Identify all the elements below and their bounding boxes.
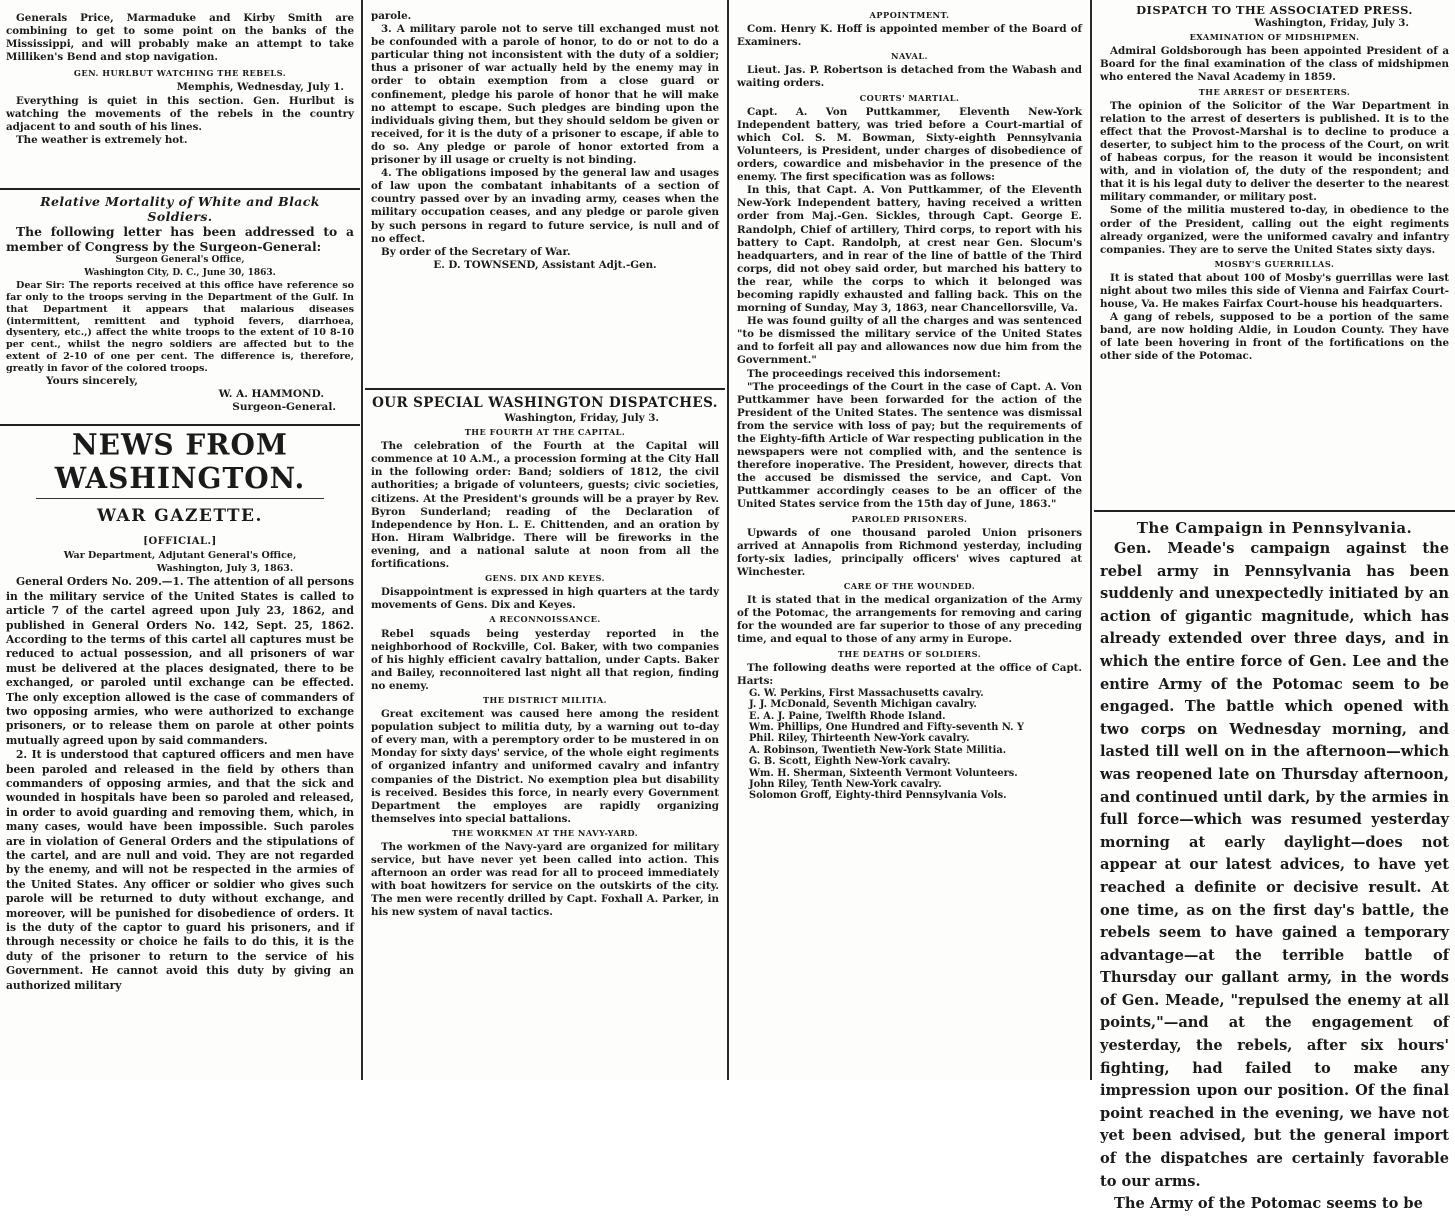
subheading: EXAMINATION OF MIDSHIPMEN. — [1189, 32, 1360, 43]
article-heading: The Campaign in Pennsylvania. — [1136, 519, 1413, 537]
subheading: CARE OF THE WOUNDED. — [843, 581, 976, 592]
column-rule — [727, 0, 729, 1080]
list-item: John Riley, Tenth New-York cavalry. — [749, 779, 942, 791]
paragraph: parole. — [371, 10, 412, 22]
subheading: THE WORKMEN AT THE NAVY-YARD. — [451, 827, 639, 838]
paragraph: The weather is extremely hot. — [16, 133, 188, 146]
subheading: THE FOURTH AT THE CAPITAL. — [464, 427, 626, 438]
paragraph: "The proceedings of the Court in the case of Capt. A. Von Puttkammer have been forwarded for the action of the President of the United States. The sentence was dismissal from the service with loss of pay; but the requirements of the Eighty-fifth Article of War respecting publication in the newspapers were not complied with, and the sentence is therefore inoperative. The President, however, directs that the accused be dismissed the service, and Capt. Von Puttkammer accordingly ceases to be an officer of the United States service from the 15th day of June, 1863." — [737, 380, 1082, 511]
gazette-title: WAR GAZETTE. — [97, 506, 263, 526]
divider — [36, 498, 324, 499]
paragraph: Disappointment is expressed in high quarters at the tardy movements of Gens. Dix and Keyes. — [371, 586, 719, 612]
divider — [0, 188, 360, 190]
paragraph: Great excitement was caused here among the resident population subject to militia duty, by a warning out to-day of every man, with a peremptory order to be mustered in on Monday for sixty days' service, of the whole eight regiments of organized infantry and uniformed cavalry and infantry companies of the District. No exemption plea but disability is received. Besides this force, in nearly every Government Department the employes are rapidly organizing themselves into special battalions. — [371, 708, 719, 825]
letter-dateline: Washington City, D. C., June 30, 1863. — [84, 268, 276, 279]
section-masthead: NEWS FROM WASHINGTON. — [54, 427, 306, 496]
subheading: THE DEATHS OF SOLDIERS. — [837, 648, 982, 659]
paragraph: Lieut. Jas. P. Robertson is detached from the Wabash and waiting orders. — [737, 64, 1082, 90]
paragraph: Everything is quiet in this section. Gen. Hurlbut is watching the movements of the rebels in the country adjacent to and south of his lines. — [6, 94, 354, 133]
subheading: GEN. HURLBUT WATCHING THE REBELS. — [73, 68, 287, 79]
paragraph: Generals Price, Marmaduke and Kirby Smith are combining to get to some point on the banks of the Mississippi, and will probably make an attempt to take Milliken's Bend and stop navigation. — [6, 12, 354, 64]
order-line: By order of the Secretary of War. — [381, 245, 571, 258]
associated-press-dispatch — [1094, 4, 1455, 504]
subheading: THE DISTRICT MILITIA. — [482, 694, 608, 705]
article-heading: Relative Mortality of White and Black Soldiers. — [40, 194, 320, 224]
column-3 — [731, 0, 1088, 1080]
list-item: G. B. Scott, Eighth New-York cavalry. — [749, 756, 951, 768]
paragraph: In this, that Capt. A. Von Puttkammer, of the Eleventh New-York Independent battery, having received a written order from Maj.-Gen. Sickles, through Capt. George E. Randolph, Chief of artillery, Third corps, to report with his battery to Capt. Randolph, at crest near Gen. Slocum's headquarters, and in rear of the line of battle of the Third corps, did not obey said order, but marched his battery to the rear, while the corps to which it belonged was becoming rapidly exhausted and falling back. This on the morning of Sunday, May 3, 1863, near Chancellorsville, Va. — [737, 184, 1082, 315]
column-4 — [1094, 0, 1455, 1213]
paragraph: The following letter has been addressed to a member of Congress by the Surgeon-General: — [6, 224, 354, 254]
paragraph: The following deaths were reported at the office of Capt. Harts: — [737, 661, 1082, 687]
letter-signer: W. A. HAMMOND. — [218, 387, 324, 400]
general-orders-para-2: 2. It is understood that captured officers and men have been paroled and released in the field by others than commanders of opposing armies, and that the sick and wounded in hospitals have been so paroled and released, in order to avoid guarding and removing them, which, in many cases, would have been impossible. Such paroles are in violation of General Orders and the stipulations of the cartel, and are null and void. They are not regarded by the enemy, and will not be respected in the armies of the United States. Any officer or soldier who gives such parole will be returned to duty without exchange, and moreover, will be punished for disobedience of orders. It is the duty of the captor to guard his prisoners, and if through necessity or choice he fails to do this, it is the duty of the prisoner to return to the service of his Government. He cannot avoid this duty by giving an authorized military — [6, 748, 354, 992]
subheading: COURTS' MARTIAL. — [859, 92, 960, 103]
department-notices — [731, 8, 1088, 1080]
paragraph: He was found guilty of all the charges and was sentenced "to be dismissed the military service of the United States and to forfeit all pay and allowances now due him from the Government." — [737, 315, 1082, 367]
column-1 — [0, 0, 360, 1080]
subheading: MOSBY'S GUERRILLAS. — [1214, 258, 1335, 269]
paragraph: The workmen of the Navy-yard are organized for military service, but have never yet been called into action. This afternoon an order was read for all to proceed immediately with boat howitzers for service on the outskirts of the city. The men were recently drilled by Capt. Foxhall A. Parker, in his new system of naval tactics. — [371, 841, 719, 919]
special-dispatches — [365, 394, 725, 1080]
official-label: [OFFICIAL.] — [143, 536, 217, 547]
dateline: Washington, Friday, July 3. — [1254, 17, 1409, 30]
list-item: Solomon Groff, Eighty-third Pennsylvania Vols. — [749, 790, 1007, 802]
subheading: PAROLED PRISONERS. — [851, 513, 968, 524]
mortality-article — [0, 194, 360, 416]
paragraph: The Army of the Potomac seems to be — [1114, 1195, 1423, 1213]
paragraph: Admiral Goldsborough has been appointed President of a Board for the final examination of the class of midshipmen who entered the Naval Academy in 1859. — [1100, 45, 1449, 84]
dateline: Washington, Friday, July 3. — [504, 412, 659, 424]
office-line: War Department, Adjutant General's Office, — [63, 550, 297, 562]
divider — [1094, 510, 1455, 512]
column-rule — [361, 0, 363, 1080]
letter-office: Surgeon General's Office, — [115, 255, 245, 265]
column-2 — [365, 0, 725, 1080]
subheading: NAVAL. — [891, 51, 928, 62]
subheading: THE ARREST OF DESERTERS. — [1198, 86, 1351, 97]
list-item: Phil. Riley, Thirteenth New-York cavalry. — [749, 733, 970, 745]
list-item: Wm. H. Sherman, Sixteenth Vermont Volunteers. — [749, 767, 1018, 779]
paragraph: 3. A military parole not to serve till exchanged must not be confounded with a parole of honor, to do or not to do a particular thing not inconsistent with the duty of a soldier; thus a prisoner of war actually held by the enemy may in order to obtain exemption from a close guard or confinement, pledge his parole of honor that he will make no attempt to escape. Such pledges are binding upon the individuals giving them, but they should seldom be given or received, for it is the duty of a prisoner to escape, if able to do so. Any pledge or parole of honor extorted from a prisoner by ill usage or cruelty is not binding. — [371, 23, 719, 167]
list-item: J. J. McDonald, Seventh Michigan cavalry. — [749, 699, 977, 711]
paragraph: Gen. Meade's campaign against the rebel army in Pennsylvania has been suddenly and unexpectedly initiated by an action of gigantic magnitude, which has already extended over three days, and in which the entire force of Gen. Lee and the entire Army of the Potomac seem to be engaged. The battle which opened with two corps on Wednesday morning, and lasted till well on in the afternoon—which was reopened late on Thursday afternoon, and continued until dark, by the armies in full force—which was resumed yesterday morning at early daylight—does not appear at our latest advices, to have yet reached a definite or decisive result. At one time, as on the first day's battle, the rebels seem to have gained a temporary advantage—at the terrible battle of Thursday our gallant army, in the words of Gen. Meade, "repulsed the enemy at all points,"—and at the engagement of yesterday, the rebels, after six hours' fighting, had failed to make any impression upon our position. Of the final point reached in the evening, we have not yet been advised, but the general import of the dispatches are certainly favorable to our arms. — [1100, 540, 1449, 1190]
list-item: E. A. J. Paine, Twelfth Rhode Island. — [749, 710, 946, 722]
list-item: Wm. Phillips, One Hundred and Fifty-seventh N. Y — [749, 722, 1024, 733]
paragraph: A gang of rebels, supposed to be a portion of the same band, are now holding Aldie, in Loudon County. They have of late been hovering in front of the fortifications on the other side of the Potomac. — [1100, 311, 1449, 363]
paragraph: 4. The obligations imposed by the general law and usages of law upon the combatant inhabitants of a section of country passed over by an invading army, ceases when the military occupation ceases, and any pledge or parole given by such persons in regard to future service, is null and of no effect. — [371, 167, 719, 245]
list-item: G. W. Perkins, First Massachusetts cavalry. — [749, 687, 984, 699]
article-heading: OUR SPECIAL WASHINGTON DISPATCHES. — [372, 395, 718, 411]
paragraph: Upwards of one thousand paroled Union prisoners arrived at Annapolis from Richmond yesterday, including forty-six ladies, principally officers' wives captured at Winchester. — [737, 526, 1082, 578]
paragraph: Capt. A. Von Puttkammer, Eleventh New-York Independent battery, was tried before a Court-martial of which Col. S. M. Bowman, Sixty-eighth Pennsylvania Volunteers, is President, under charges of disobedience of orders, cowardice and misbehavior in the presence of the enemy. The first specification was as follows: — [737, 105, 1082, 184]
subheading: GENS. DIX AND KEYES. — [485, 573, 605, 584]
dateline: Washington, July 3, 1863. — [156, 563, 294, 575]
subheading: A RECONNOISSANCE. — [489, 614, 601, 625]
order-signer: E. D. TOWNSEND, Assistant Adjt.-Gen. — [433, 258, 657, 271]
general-orders-para-1: General Orders No. 209.—1. The attention of all persons in the military service of the United States is called to article 7 of the cartel agreed upon July 23, 1862, and published in General Orders No. 142, Sept. 25, 1862. According to the terms of this cartel all captures must be reduced to actual possession, and all prisoners of war must be delivered at the places designated, there to be exchanged, or paroled until exchange can be effected. The only exception allowed is the case of commanders of two opposing armies, who were authorized to exchange prisoners, or to release them on parole at other points mutually agreed upon by said commanders. — [6, 575, 354, 747]
divider — [365, 388, 725, 390]
paragraph: Some of the militia mustered to-day, in obedience to the order of the President, calling out the eight regiments already organized, were the uniformed cavalry and infantry companies. They are to serve the United States sixty days. — [1100, 204, 1449, 256]
general-orders-continued — [365, 10, 725, 385]
divider — [0, 424, 360, 426]
paragraph: Com. Henry K. Hoff is appointed member of the Board of Examiners. — [737, 23, 1082, 49]
letter-closing: Yours sincerely, — [46, 374, 138, 387]
paragraph: The proceedings received this indorsement: — [747, 367, 1001, 380]
article-heading: DISPATCH TO THE ASSOCIATED PRESS. — [1136, 3, 1413, 17]
letter-title: Surgeon-General. — [232, 400, 336, 413]
paragraph: Rebel squads being yesterday reported in the neighborhood of Rockville, Col. Baker, with two companies of his highly efficient cavalry battalion, under Capts. Baker and Bailey, reconnoitered last night all that region, finding no enemy. — [371, 627, 719, 692]
paragraph: It is stated that about 100 of Mosby's guerrillas were last night about two miles this side of Vienna and Fairfax Court-house, Va. He makes Fairfax Court-house his headquarters. — [1100, 271, 1449, 311]
letter-body: Dear Sir: The reports received at this office have reference so far only to the troops serving in the Department of the Gulf. In that Department it appears that malarious diseases (intermittent, remittent and typhoid fevers, diarrhoea, dysentery, etc.,) affect the white troops to the extent of 10 8-10 per cent., whilst the negro soldiers are affected but to the extent of 2-10 of one per cent. The difference is, therefore, greatly in favor of the colored troops. — [6, 280, 354, 374]
paragraph: The celebration of the Fourth at the Capital will commence at 10 A.M., a procession forming at the City Hall in the following order: Band; soldiers of 1812, the civil authorities; a brigade of volunteers, guests; civic societies, citizens. At the President's grounds will be a prayer by Rev. Byron Sunderland; reading of the Declaration of Independence by Hon. L. E. Chittenden, and an oration by Hon. Hiram Walbridge. There will be fireworks in the evening, and a national salute at noon from all the fortifications. — [371, 440, 719, 571]
list-item: A. Robinson, Twentieth New-York State Militia. — [749, 744, 1007, 756]
paragraph: The opinion of the Solicitor of the War Department in relation to the arrest of deserters is published. It is to the effect that the Provost-Marshal is to decline to produce a deserter, to subject him to the process of the Court, on writ of habeas corpus, for the reason it would be inconsistent with, and in violation of, the duty of the respondent; and that it is his legal duty to deliver the deserter to the nearest military commander, or military post. — [1100, 99, 1449, 204]
column-rule — [1090, 0, 1092, 1080]
deaths-list — [737, 688, 1082, 802]
news-brief-rebel-movements — [0, 12, 360, 187]
campaign-article — [1094, 518, 1455, 1213]
dateline: Memphis, Wednesday, July 1. — [176, 81, 344, 94]
subheading: APPOINTMENT. — [869, 10, 950, 20]
paragraph: It is stated that in the medical organization of the Army of the Potomac, the arrangements for removing and caring for the wounded are far superior to those of any preceding time, and equal to those of any army in Europe. — [737, 594, 1082, 646]
news-from-washington — [0, 427, 360, 1080]
